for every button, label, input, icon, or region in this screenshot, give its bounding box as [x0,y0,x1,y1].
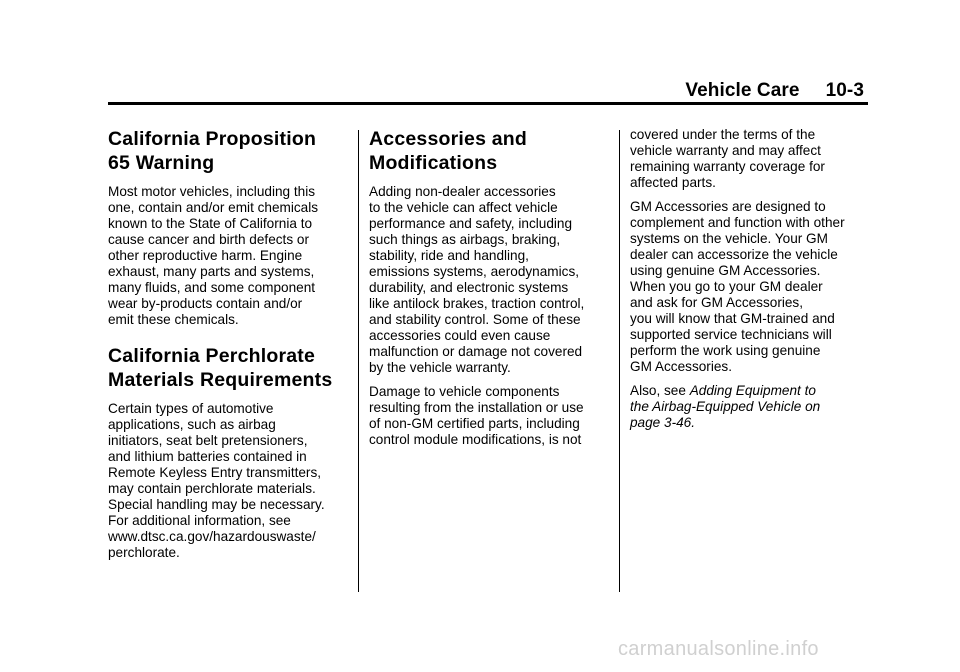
column-divider-1 [358,130,359,592]
paragraph-warranty-cont [630,127,872,191]
text-line: applications, such as airbag [108,417,276,432]
paragraph-perchlorate [108,401,350,561]
text-line: covered under the terms of the [630,127,816,142]
text-line: wear by-products contain and/or [108,296,303,311]
heading-line: 65 Warning [108,152,215,174]
header-rule [108,102,868,105]
text-line: accessories could even cause [369,328,551,343]
heading-line: California Perchlorate [108,345,316,367]
section-title: Vehicle Care [685,80,800,101]
text-line: vehicle warranty and may affect [630,143,821,158]
heading-prop65 [108,127,350,175]
text-line: perchlorate. [108,545,180,560]
heading-accessories [369,127,611,175]
text-line: When you go to your GM dealer [630,279,823,294]
page-header [685,80,864,102]
text-line: Certain types of automotive [108,401,274,416]
text-line: other reproductive harm. Engine [108,248,303,263]
text-line: GM Accessories are designed to [630,199,826,214]
text-line: one, contain and/or emit chemicals [108,200,319,215]
see-also-lead: Also, see [630,383,686,398]
text-line: supported service technicians will [630,327,832,342]
text-line: to the vehicle can affect vehicle [369,200,558,215]
text-line: durability, and electronic systems [369,280,569,295]
text-line: performance and safety, including [369,216,573,231]
column-2 [369,127,611,456]
text-line: of non-GM certified parts, including [369,416,580,431]
text-line: Remote Keyless Entry transmitters, [108,465,322,480]
text-line: For additional information, see [108,513,291,528]
cross-reference-link[interactable]: Adding Equipment to [689,383,816,398]
heading-line: Materials Requirements [108,369,333,391]
heading-perchlorate [108,344,350,392]
text-line: complement and function with other [630,215,845,230]
text-line: perform the work using genuine [630,343,821,358]
text-line: and ask for GM Accessories, [630,295,804,310]
text-line: affected parts. [630,175,716,190]
text-line: GM Accessories. [630,359,732,374]
heading-line: Accessories and [369,128,528,150]
text-line: known to the State of California to [108,216,313,231]
text-line: cause cancer and birth defects or [108,232,309,247]
text-line: you will know that GM-trained and [630,311,835,326]
text-line: control module modifications, is not [369,432,582,447]
text-line: malfunction or damage not covered [369,344,583,359]
text-line: Damage to vehicle components [369,384,560,399]
cross-reference-link[interactable]: the Airbag-Equipped Vehicle on [630,399,821,414]
paragraph-gm-accessories [630,199,872,375]
text-line: stability, ride and handling, [369,248,529,263]
paragraph-see-also [630,383,872,431]
column-3 [630,127,872,439]
text-line: and stability control. Some of these [369,312,581,327]
column-1 [108,127,350,569]
text-line: like antilock brakes, traction control, [369,296,585,311]
text-line: remaining warranty coverage for [630,159,825,174]
text-line: Most motor vehicles, including this [108,184,316,199]
text-line: emissions systems, aerodynamics, [369,264,580,279]
text-line: Adding non-dealer accessories [369,184,556,199]
page-number: 10-3 [825,80,864,101]
text-line: such things as airbags, braking, [369,232,561,247]
watermark-text: carmanualsonline.info [618,638,819,660]
text-line [630,383,872,399]
text-line: dealer can accessorize the vehicle [630,247,838,262]
text-line: by the vehicle warranty. [369,360,511,375]
text-line: emit these chemicals. [108,312,239,327]
text-line: many fluids, and some component [108,280,316,295]
text-line: may contain perchlorate materials. [108,481,316,496]
text-line: Special handling may be necessary. [108,497,325,512]
text-line: exhaust, many parts and systems, [108,264,315,279]
text-line [630,415,872,431]
heading-line: Modifications [369,152,498,174]
text-line: systems on the vehicle. Your GM [630,231,828,246]
column-divider-2 [619,130,620,592]
text-line: resulting from the installation or use [369,400,584,415]
cross-reference-link[interactable]: page 3-46. [630,415,696,430]
text-line: and lithium batteries contained in [108,449,307,464]
text-line: initiators, seat belt pretensioners, [108,433,308,448]
paragraph-damage [369,384,611,448]
paragraph-accessories [369,184,611,376]
paragraph-prop65 [108,184,350,328]
text-line: www.dtsc.ca.gov/hazardouswaste/ [108,529,316,544]
text-line: using genuine GM Accessories. [630,263,821,278]
heading-line: California Proposition [108,128,317,150]
